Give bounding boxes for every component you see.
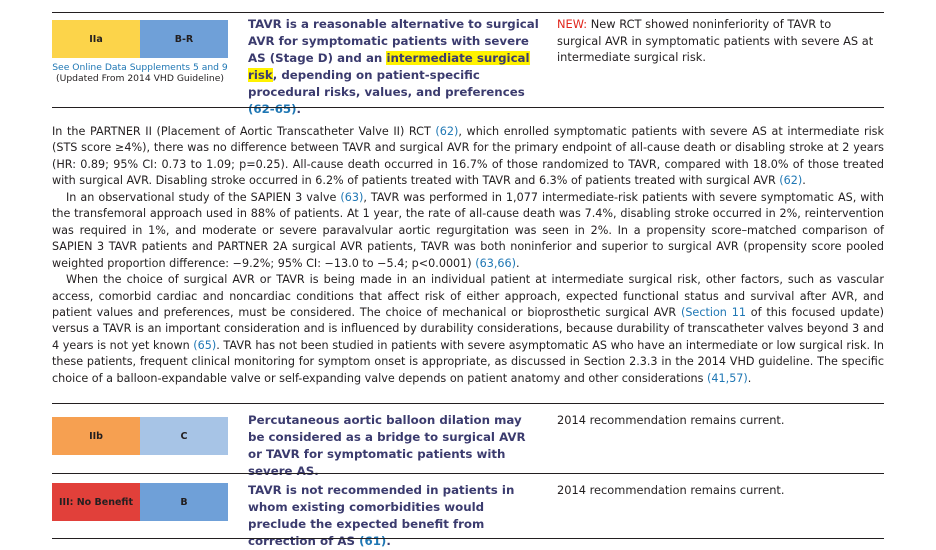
section-link[interactable]: (Section 11 xyxy=(680,305,746,319)
comment-2: 2014 recommendation remains current. xyxy=(557,413,785,427)
class-of-recommendation: IIa xyxy=(52,20,140,58)
highlighted-phrase: intermediate surgical risk xyxy=(248,51,530,82)
reference-link[interactable]: (41,57) xyxy=(707,371,748,385)
data-supplement-link[interactable]: See Online Data Supplements 5 and 9 xyxy=(52,62,228,73)
comment-1 xyxy=(557,16,877,66)
reference-link[interactable]: (65) xyxy=(193,338,217,352)
reference-link[interactable]: (63,66) xyxy=(475,256,516,270)
table-bottom-rule xyxy=(52,538,884,539)
reference-link[interactable]: (62) xyxy=(779,174,803,188)
cor-loe-badge-2 xyxy=(52,417,228,455)
row-divider xyxy=(52,473,884,474)
level-of-evidence: B-R xyxy=(140,20,228,58)
cor-loe-badge-3 xyxy=(52,483,228,521)
class-of-recommendation: IIb xyxy=(52,417,140,455)
reference-link[interactable]: (62) xyxy=(435,125,459,138)
paragraph-3 xyxy=(52,272,884,387)
level-of-evidence: C xyxy=(140,417,228,455)
paragraph-2 xyxy=(52,190,884,272)
rec-text: TAVR is not recommended in patients in whom existing comorbidities would preclude the expected benefit from correction of AS xyxy=(248,483,515,548)
reference-link[interactable]: (63) xyxy=(340,190,364,204)
text: of this focused update) versus a TAVR is an important consideration and is influenced by durability considerations, because durability of transcatheter valves beyond 3 and 4 years is not yet known xyxy=(52,305,884,352)
rec-text: , depending on patient-specific procedural risks, values, and preferences xyxy=(248,68,525,99)
text: . TAVR has not been studied in patients with severe asymptomatic AS who have an intermediate or low surgical risk. In these patients, frequent clinical monitoring for symptom onset is appropriate, as discussed in Section 2.3.3 in the 2014 VHD guideline. The specific choice of a balloon-expandable valve or self-expanding valve depends on patient anatomy and other considerations xyxy=(52,338,884,385)
row-divider xyxy=(52,403,884,404)
comment-3: 2014 recommendation remains current. xyxy=(557,483,785,497)
rec-text: . xyxy=(296,102,301,116)
rec-text: TAVR is a reasonable alternative to surgical AVR for symptomatic patients with severe AS (Stage D) and an xyxy=(248,17,539,65)
class-of-recommendation: III: No Benefit xyxy=(52,483,140,521)
rec-text: . xyxy=(386,534,391,548)
recommendation-text-2: Percutaneous aortic balloon dilation may be considered as a bridge to surgical AVR or TAVR for symptomatic patients with severe AS. xyxy=(248,413,526,478)
comment-text: New RCT showed noninferiority of TAVR to surgical AVR in symptomatic patients with severe AS at intermediate surgical risk. xyxy=(557,17,874,65)
cor-loe-badge-1 xyxy=(52,20,228,58)
text: In the PARTNER II (Placement of Aortic Transcatheter Valve II) RCT xyxy=(52,125,436,138)
text: When the choice of surgical AVR or TAVR is being made in an individual patient at intermediate surgical risk, other factors, such as vascular access, comorbid cardiac and noncardiac conditions that affect risk of either approach, expected functional status and survival after AVR, and patient values and preferences, must be considered. The choice of mechanical or bioprosthetic surgical AVR xyxy=(52,273,884,319)
table-top-rule xyxy=(52,12,884,13)
recommendation-text-1 xyxy=(248,16,550,118)
text: , TAVR was performed in 1,077 intermediate-risk patients with severe symptomatic AS, with the transfemoral approach used in 88% of patients. At 1 year, the rate of all-cause death was 7.4%, disabling stroke occurred in 2%, reintervention was required in 1%, and moderate or severe paravalvular aortic regurgitation was seen in 2%. In a propensity score–matched comparison of SAPIEN 3 TAVR patients and PARTNER 2A surgical AVR patients, TAVR was both noninferior and superior to surgical AVR (propensity score pooled weighted proportion difference: −9.2%; 95% CI: −13.0 to −5.4; p<0.0001) xyxy=(52,190,885,270)
level-of-evidence: B xyxy=(140,483,228,521)
recommendation-text-3 xyxy=(248,482,536,550)
row-divider xyxy=(52,107,884,108)
text: , which enrolled symptomatic patients with severe AS at intermediate risk (STS score ≥4%), there was no difference between TAVR and surgical AVR for the primary endpoint of all-cause death or disabling stroke at 2 years (HR: 0.89; 95% CI: 0.73 to 1.09; p=0.25). All-cause death occurred in 16.7% of those randomized to TAVR, compared with 18.0% of those treated with surgical AVR. Disabling stroke occurred in 6.2% of patients treated with TAVR and 6.3% of patients treated with surgical AVR xyxy=(52,125,884,188)
text: . xyxy=(802,174,806,188)
text: In an observational study of the SAPIEN 3 valve xyxy=(66,190,341,204)
supportive-text xyxy=(52,124,884,387)
reference-link[interactable]: (61) xyxy=(359,534,387,548)
text: . xyxy=(747,371,752,385)
text: . xyxy=(515,256,520,270)
update-note: (Updated From 2014 VHD Guideline) xyxy=(56,73,224,85)
data-supplement-note xyxy=(52,62,228,85)
paragraph-1 xyxy=(52,124,884,190)
reference-link[interactable]: (62-65) xyxy=(248,102,297,116)
new-label: NEW: xyxy=(557,17,588,31)
